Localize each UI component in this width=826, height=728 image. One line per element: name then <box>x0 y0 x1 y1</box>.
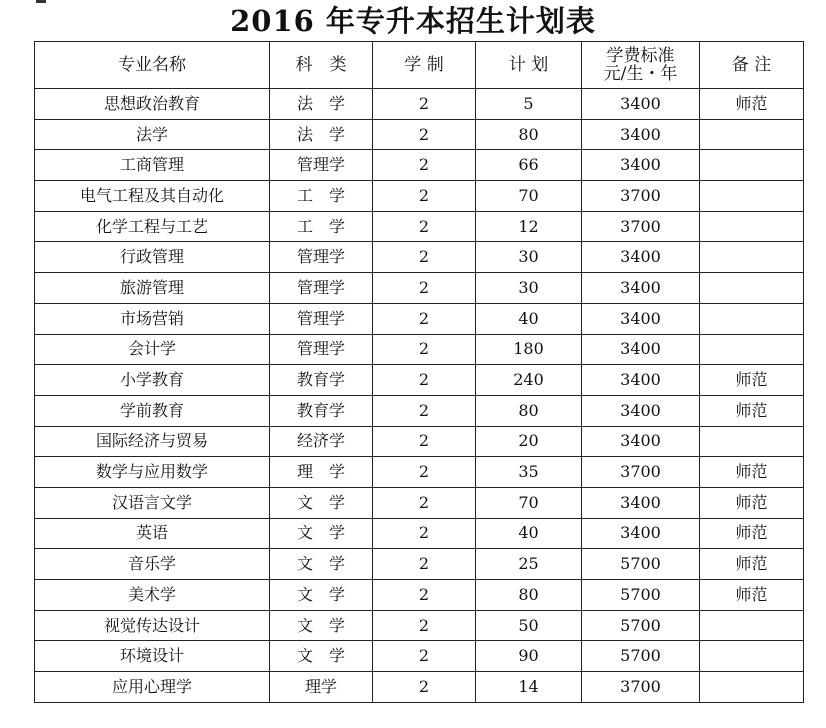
cell-major: 数学与应用数学 <box>35 457 270 488</box>
page-title: 2016 年专升本招生计划表 <box>230 4 596 38</box>
cell-note <box>700 119 804 150</box>
cell-note <box>700 641 804 672</box>
cell-fee: 3400 <box>582 273 700 304</box>
cell-duration: 2 <box>373 365 476 396</box>
cell-major: 应用心理学 <box>35 672 270 703</box>
cell-category: 理学 <box>270 672 373 703</box>
cell-note <box>700 672 804 703</box>
cell-duration: 2 <box>373 150 476 181</box>
cell-plan: 80 <box>476 580 582 611</box>
cell-duration: 2 <box>373 119 476 150</box>
cell-category: 文 学 <box>270 549 373 580</box>
table-row <box>35 211 804 242</box>
cell-plan: 40 <box>476 518 582 549</box>
table-body <box>35 89 804 703</box>
cell-note <box>700 211 804 242</box>
table-row <box>35 610 804 641</box>
cell-note <box>700 334 804 365</box>
cell-duration: 2 <box>373 395 476 426</box>
table-row <box>35 457 804 488</box>
cell-fee: 5700 <box>582 580 700 611</box>
cell-duration: 2 <box>373 89 476 120</box>
cell-duration: 2 <box>373 211 476 242</box>
table-row <box>35 641 804 672</box>
cell-fee: 3400 <box>582 150 700 181</box>
table-row <box>35 150 804 181</box>
cell-duration: 2 <box>373 487 476 518</box>
cell-plan: 90 <box>476 641 582 672</box>
cell-plan: 180 <box>476 334 582 365</box>
cell-category: 管理学 <box>270 303 373 334</box>
table-row <box>35 426 804 457</box>
cell-major: 小学教育 <box>35 365 270 396</box>
cell-note <box>700 181 804 212</box>
cell-category: 工 学 <box>270 211 373 242</box>
cell-fee: 5700 <box>582 549 700 580</box>
cell-fee: 3400 <box>582 119 700 150</box>
cell-plan: 14 <box>476 672 582 703</box>
cell-plan: 5 <box>476 89 582 120</box>
cell-major: 工商管理 <box>35 150 270 181</box>
cell-major: 美术学 <box>35 580 270 611</box>
cell-duration: 2 <box>373 549 476 580</box>
cell-major: 化学工程与工艺 <box>35 211 270 242</box>
cell-plan: 40 <box>476 303 582 334</box>
cell-major: 旅游管理 <box>35 273 270 304</box>
cell-major: 英语 <box>35 518 270 549</box>
cell-category: 文 学 <box>270 518 373 549</box>
cell-major: 环境设计 <box>35 641 270 672</box>
cell-category: 法 学 <box>270 89 373 120</box>
cell-fee: 3400 <box>582 395 700 426</box>
cell-duration: 2 <box>373 273 476 304</box>
cell-fee: 3400 <box>582 426 700 457</box>
cell-note <box>700 303 804 334</box>
table-row <box>35 549 804 580</box>
cell-category: 教育学 <box>270 395 373 426</box>
table-row <box>35 395 804 426</box>
cell-category: 管理学 <box>270 334 373 365</box>
cell-major: 市场营销 <box>35 303 270 334</box>
cell-major: 国际经济与贸易 <box>35 426 270 457</box>
cell-plan: 66 <box>476 150 582 181</box>
header-note: 备 注 <box>700 42 804 89</box>
header-major: 专业名称 <box>35 42 270 89</box>
table-row <box>35 365 804 396</box>
cell-plan: 20 <box>476 426 582 457</box>
cell-duration: 2 <box>373 518 476 549</box>
cell-major: 法学 <box>35 119 270 150</box>
cell-fee: 3400 <box>582 334 700 365</box>
cell-plan: 25 <box>476 549 582 580</box>
cell-plan: 70 <box>476 487 582 518</box>
table-row <box>35 580 804 611</box>
cell-plan: 80 <box>476 119 582 150</box>
table-row <box>35 303 804 334</box>
cell-note <box>700 610 804 641</box>
cell-duration: 2 <box>373 580 476 611</box>
header-category: 科 类 <box>270 42 373 89</box>
cell-category: 法 学 <box>270 119 373 150</box>
cell-category: 工 学 <box>270 181 373 212</box>
cell-duration: 2 <box>373 334 476 365</box>
cell-category: 文 学 <box>270 487 373 518</box>
cell-fee: 3700 <box>582 181 700 212</box>
cell-fee: 3400 <box>582 487 700 518</box>
cell-plan: 35 <box>476 457 582 488</box>
cell-note: 师范 <box>700 487 804 518</box>
cell-plan: 70 <box>476 181 582 212</box>
cell-duration: 2 <box>373 641 476 672</box>
cell-note: 师范 <box>700 580 804 611</box>
cell-category: 文 学 <box>270 641 373 672</box>
table-row <box>35 334 804 365</box>
cell-major: 汉语言文学 <box>35 487 270 518</box>
table-row <box>35 89 804 120</box>
cell-major: 会计学 <box>35 334 270 365</box>
header-plan: 计 划 <box>476 42 582 89</box>
cell-category: 文 学 <box>270 580 373 611</box>
cell-plan: 80 <box>476 395 582 426</box>
cell-category: 教育学 <box>270 365 373 396</box>
header-duration: 学 制 <box>373 42 476 89</box>
cell-category: 理 学 <box>270 457 373 488</box>
cell-fee: 3700 <box>582 672 700 703</box>
cell-duration: 2 <box>373 672 476 703</box>
enrollment-plan-table <box>34 41 804 703</box>
cell-duration: 2 <box>373 303 476 334</box>
cell-duration: 2 <box>373 242 476 273</box>
cell-duration: 2 <box>373 181 476 212</box>
cell-plan: 30 <box>476 273 582 304</box>
cell-duration: 2 <box>373 426 476 457</box>
cell-note: 师范 <box>700 395 804 426</box>
cell-major: 思想政治教育 <box>35 89 270 120</box>
header-fee-line1: 学费标准 <box>606 46 675 66</box>
cell-plan: 50 <box>476 610 582 641</box>
cell-note <box>700 273 804 304</box>
cell-fee: 3400 <box>582 303 700 334</box>
cell-major: 视觉传达设计 <box>35 610 270 641</box>
cell-fee: 3400 <box>582 242 700 273</box>
cell-major: 行政管理 <box>35 242 270 273</box>
table-row <box>35 181 804 212</box>
cell-fee: 3700 <box>582 457 700 488</box>
cell-fee: 3400 <box>582 89 700 120</box>
cell-note <box>700 426 804 457</box>
cell-plan: 12 <box>476 211 582 242</box>
table-row <box>35 672 804 703</box>
cell-duration: 2 <box>373 457 476 488</box>
cell-category: 管理学 <box>270 150 373 181</box>
cell-category: 经济学 <box>270 426 373 457</box>
cell-note: 师范 <box>700 549 804 580</box>
cell-note: 师范 <box>700 457 804 488</box>
cell-fee: 3400 <box>582 365 700 396</box>
cell-fee: 5700 <box>582 610 700 641</box>
cell-major: 学前教育 <box>35 395 270 426</box>
table-header-row <box>35 42 804 89</box>
cell-fee: 3400 <box>582 518 700 549</box>
cell-plan: 240 <box>476 365 582 396</box>
cell-fee: 5700 <box>582 641 700 672</box>
table-row <box>35 242 804 273</box>
cell-category: 文 学 <box>270 610 373 641</box>
table-row <box>35 119 804 150</box>
cell-duration: 2 <box>373 610 476 641</box>
cell-note <box>700 242 804 273</box>
cell-plan: 30 <box>476 242 582 273</box>
table-row <box>35 487 804 518</box>
cell-category: 管理学 <box>270 273 373 304</box>
header-fee-line2: 元/生・年 <box>603 64 678 84</box>
cell-category: 管理学 <box>270 242 373 273</box>
table-row <box>35 518 804 549</box>
cell-major: 电气工程及其自动化 <box>35 181 270 212</box>
header-fee <box>582 42 700 89</box>
cell-note: 师范 <box>700 365 804 396</box>
cell-major: 音乐学 <box>35 549 270 580</box>
table-row <box>35 273 804 304</box>
cell-note: 师范 <box>700 518 804 549</box>
cell-note <box>700 150 804 181</box>
cell-fee: 3700 <box>582 211 700 242</box>
cell-note: 师范 <box>700 89 804 120</box>
